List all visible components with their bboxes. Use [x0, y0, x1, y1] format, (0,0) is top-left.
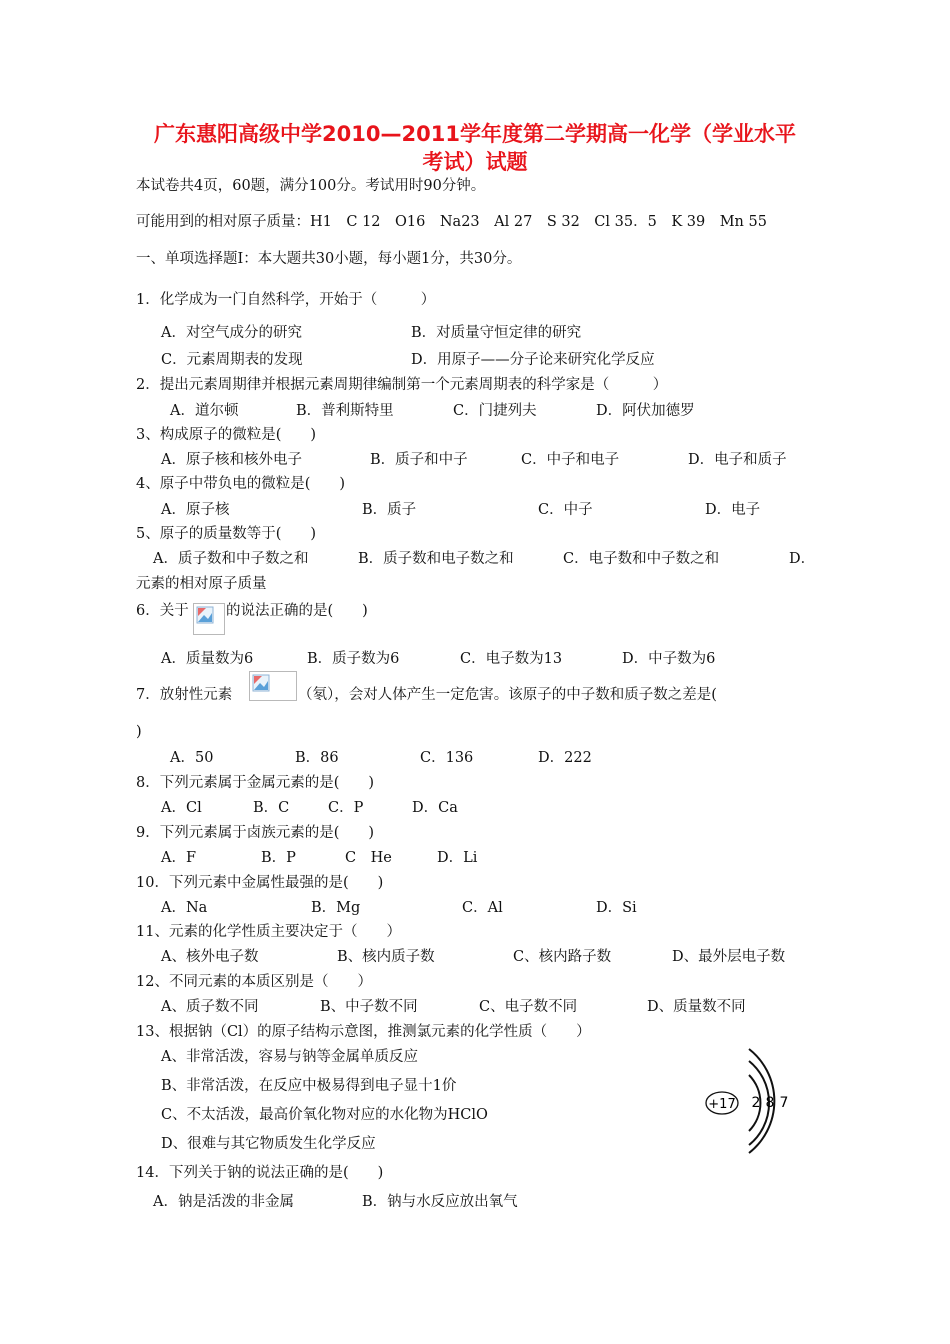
q5-option-d-cont: 元素的相对原子质量	[136, 576, 267, 592]
q2-option-a: A．道尔顿	[170, 403, 239, 419]
nucleus-charge: +17	[708, 1097, 736, 1112]
q13-option-a: A、非常活泼，容易与钠等金属单质反应	[161, 1049, 418, 1065]
question-13: 13、根据钠（Cl）的原子结构示意图，推测氯元素的化学性质（ ）	[136, 1024, 591, 1040]
q3-option-d: D．电子和质子	[688, 452, 787, 468]
question-14: 14．下列关于钠的说法正确的是( )	[136, 1165, 384, 1181]
q14-option-a: A．钠是活泼的非金属	[153, 1194, 294, 1210]
q2-option-c: C．门捷列夫	[453, 403, 537, 419]
isotope-image-placeholder	[193, 603, 225, 635]
q3-option-c: C．中子和电子	[521, 452, 620, 468]
question-10: 10．下列元素中金属性最强的是( )	[136, 875, 384, 891]
question-5: 5、原子的质量数等于( )	[136, 526, 317, 542]
atomic-masses: 可能用到的相对原子质量：H1 C 12 O16 Na23 Al 27 S 32 Cl 35．5 K 39 Mn 55	[136, 214, 767, 230]
q1-option-a: A．对空气成分的研究	[161, 325, 302, 341]
q10-option-b: B．Mg	[311, 900, 361, 916]
q5-option-a: A．质子数和中子数之和	[153, 551, 309, 567]
question-7-cont: )	[136, 724, 142, 740]
question-6-end: 的说法正确的是( )	[226, 603, 368, 619]
q6-option-a: A．质量数为6	[161, 651, 254, 667]
q3-option-b: B．质子和中子	[370, 452, 468, 468]
q12-option-b: B、中子数不同	[320, 999, 418, 1015]
q1-option-c: C．元素周期表的发现	[161, 352, 303, 368]
q6-option-c: C．电子数为13	[460, 651, 563, 667]
radon-image-placeholder	[249, 671, 297, 701]
q13-option-b: B、非常活泼，在反应中极易得到电子显十1价	[161, 1078, 457, 1094]
q5-option-b: B．质子数和电子数之和	[358, 551, 514, 567]
shell-3-electrons: 7	[779, 1095, 789, 1111]
q4-option-d: D．电子	[705, 502, 761, 518]
q11-option-a: A、核外电子数	[161, 949, 259, 965]
q13-option-c: C、不太活泼，最高价氧化物对应的水化物为HClO	[161, 1107, 488, 1123]
q11-option-d: D、最外层电子数	[672, 949, 786, 965]
exam-intro: 本试卷共4页，60题，满分100分。考试用时90分钟。	[136, 178, 486, 194]
broken-image-icon	[252, 674, 270, 692]
q8-option-a: A．Cl	[161, 800, 202, 816]
q3-option-a: A．原子核和核外电子	[161, 452, 302, 468]
q1-option-d: D．用原子——分子论来研究化学反应	[411, 352, 655, 368]
question-12: 12、不同元素的本质区别是（ ）	[136, 974, 372, 990]
broken-image-icon	[196, 606, 214, 624]
q11-option-c: C、核内路子数	[513, 949, 612, 965]
shell-1-electrons: 2	[751, 1095, 761, 1111]
question-6-start: 6．关于	[136, 603, 189, 619]
q8-option-c: C．P	[328, 800, 364, 816]
q10-option-c: C．Al	[462, 900, 503, 916]
q7-option-b: B．86	[295, 750, 339, 766]
question-7-end: （氡），会对人体产生一定危害。该原子的中子数和质子数之差是(	[298, 687, 717, 703]
q6-option-d: D．中子数为6	[622, 651, 716, 667]
question-3: 3、构成原子的微粒是( )	[136, 427, 317, 443]
q7-option-a: A．50	[170, 750, 214, 766]
section-heading: 一、单项选择题Ⅰ：本大题共30小题，每小题1分，共30分。	[136, 251, 522, 267]
q5-option-d: D．	[789, 551, 816, 567]
question-1: 1．化学成为一门自然科学，开始于（ ）	[136, 292, 436, 308]
question-2: 2．提出元素周期律并根据元素周期律编制第一个元素周期表的科学家是（ ）	[136, 377, 668, 393]
q9-option-a: A．F	[161, 850, 197, 866]
q12-option-c: C、电子数不同	[479, 999, 578, 1015]
q2-option-b: B．普利斯特里	[296, 403, 394, 419]
q7-option-c: C．136	[420, 750, 474, 766]
shell-2-electrons: 8	[765, 1095, 775, 1111]
q4-option-c: C．中子	[538, 502, 593, 518]
q11-option-b: B、核内质子数	[337, 949, 435, 965]
chlorine-atom-diagram	[695, 1045, 805, 1155]
q4-option-b: B．质子	[362, 502, 417, 518]
question-7-start: 7．放射性元素	[136, 687, 233, 703]
q7-option-d: D．222	[538, 750, 592, 766]
q9-option-d: D．Li	[437, 850, 478, 866]
question-9: 9．下列元素属于卤族元素的是( )	[136, 825, 375, 841]
q8-option-b: B．C	[253, 800, 290, 816]
question-4: 4、原子中带负电的微粒是( )	[136, 476, 346, 492]
question-11: 11、元素的化学性质主要决定于（ ）	[136, 924, 401, 940]
q8-option-d: D．Ca	[412, 800, 458, 816]
q6-option-b: B．质子数为6	[307, 651, 400, 667]
exam-title-line2: 考试）试题	[422, 150, 528, 174]
q12-option-a: A、质子数不同	[161, 999, 259, 1015]
q10-option-d: D．Si	[596, 900, 637, 916]
q14-option-b: B．钠与水反应放出氧气	[362, 1194, 518, 1210]
q10-option-a: A．Na	[161, 900, 208, 916]
q1-option-b: B．对质量守恒定律的研究	[411, 325, 582, 341]
q13-option-d: D、很难与其它物质发生化学反应	[161, 1136, 376, 1152]
q5-option-c: C．电子数和中子数之和	[563, 551, 720, 567]
q2-option-d: D．阿伏加德罗	[596, 403, 695, 419]
q9-option-c: C He	[345, 850, 392, 866]
exam-title-line1: 广东惠阳高级中学2010—2011学年度第二学期高一化学（学业水平	[154, 122, 796, 146]
q4-option-a: A．原子核	[161, 502, 230, 518]
question-8: 8．下列元素属于金属元素的是( )	[136, 775, 375, 791]
q9-option-b: B．P	[261, 850, 296, 866]
q12-option-d: D、质量数不同	[647, 999, 746, 1015]
